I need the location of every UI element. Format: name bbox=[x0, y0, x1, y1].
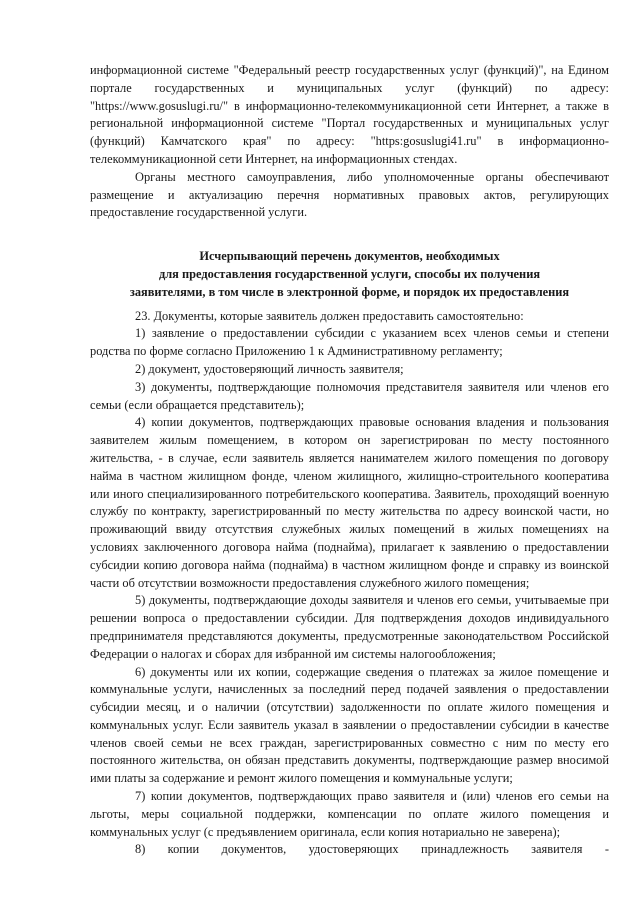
list-item-4: 4) копии документов, подтверждающих правовые основания владения и пользования заявителем жилым помещением, в котором он зарегистрирован по месту постоянного жительства, - в случае, если заявитель является нанимателем жилого помещения по договору найма в частном жилищном фонде, членом жилищного, жилищно-строительного кооператива или иного специализированного потребительского кооператива. Заявитель, проходящий военную службу по контракту, зарегистрированный по месту жительства по адресу воинской части, но проживающий ввиду отсутствия служебных жилых помещений в жилых помещениях на условиях заключенного договора найма (поднайма), прилагает к заявлению о предоставлении субсидии копию договора найма (поднайма) в частном жилищном фонде и справку из воинской части об отсутствии возможности предоставления служебного жилого помещения; bbox=[90, 415, 609, 590]
intro-paragraph-2: Органы местного самоуправления, либо уполномоченные органы обеспечивают размещение и актуализацию перечня нормативных правовых актов, регулирующих предоставление государственной услуги. bbox=[90, 169, 609, 220]
document-page bbox=[90, 62, 609, 859]
list-item-8: 8) копии документов, удостоверяющих принадлежность заявителя - bbox=[135, 842, 609, 857]
list-item-6: 6) документы или их копии, содержащие сведения о платежах за жилое помещение и коммунальные услуги, начисленных за последний перед подачей заявления о предоставлении субсидии месяц, и о наличии (отсутствии) задолженности по оплате жилого помещения и коммунальных услуг. Если заявитель указал в заявлении о предоставлении субсидии в качестве членов своей семьи не всех граждан, зарегистрированных совместно с ним по месту его постоянного жительства, он обязан представить документы, подтверждающие размер вносимой ими платы за содержание и ремонт жилого помещения и коммунальные услуги; bbox=[90, 664, 609, 786]
list-item-3: 3) документы, подтверждающие полномочия представителя заявителя или членов его семьи (если обращается представитель); bbox=[90, 379, 609, 412]
list-item-1: 1) заявление о предоставлении субсидии с указанием всех членов семьи и степени родства по форме согласно Приложению 1 к Административному регламенту; bbox=[90, 326, 609, 359]
section-heading-line-3: заявителями, в том числе в электронной форме, и порядок их предоставления bbox=[129, 284, 570, 299]
clause-23: 23. Документы, которые заявитель должен предоставить самостоятельно: bbox=[135, 308, 524, 323]
spacer bbox=[90, 222, 609, 248]
list-item-7: 7) копии документов, подтверждающих право заявителя и (или) членов его семьи на льготы, меры социальной поддержки, компенсации по оплате жилого помещения и коммунальных услуг (с предъявлением оригинала, если копия нотариально не заверена); bbox=[90, 789, 609, 839]
section-heading-line-1: Исчерпывающий перечень документов, необходимых bbox=[199, 249, 500, 264]
section-heading bbox=[90, 248, 609, 301]
list-item-2: 2) документ, удостоверяющий личность заявителя; bbox=[135, 361, 404, 376]
list-item-5: 5) документы, подтверждающие доходы заявителя и членов его семьи, учитываемые при решении вопроса о предоставлении субсидии. Для подтверждения доходов индивидуального предпринимателя представляются документы, предусмотренные законодательством Российской Федерации о налогах и сборах для избранной им системы налогообложения; bbox=[90, 593, 609, 661]
section-heading-line-2: для предоставления государственной услуги, способы их получения bbox=[158, 266, 541, 281]
intro-paragraph-1: информационной системе "Федеральный реестр государственных услуг (функций)", на Едином портале государственных и муниципальных услуг (функций) по адресу: "https://www.gosuslugi.ru/" в информационно-телекоммуникационной сети Интернет, а также в региональной информационной системе "Портал государственных и муниципальных услуг (функций) Камчатского края" по адресу: "https:gosuslugi41.ru" в информационно-телекоммуникационной сети Интернет, на информационных стендах. bbox=[90, 63, 609, 166]
